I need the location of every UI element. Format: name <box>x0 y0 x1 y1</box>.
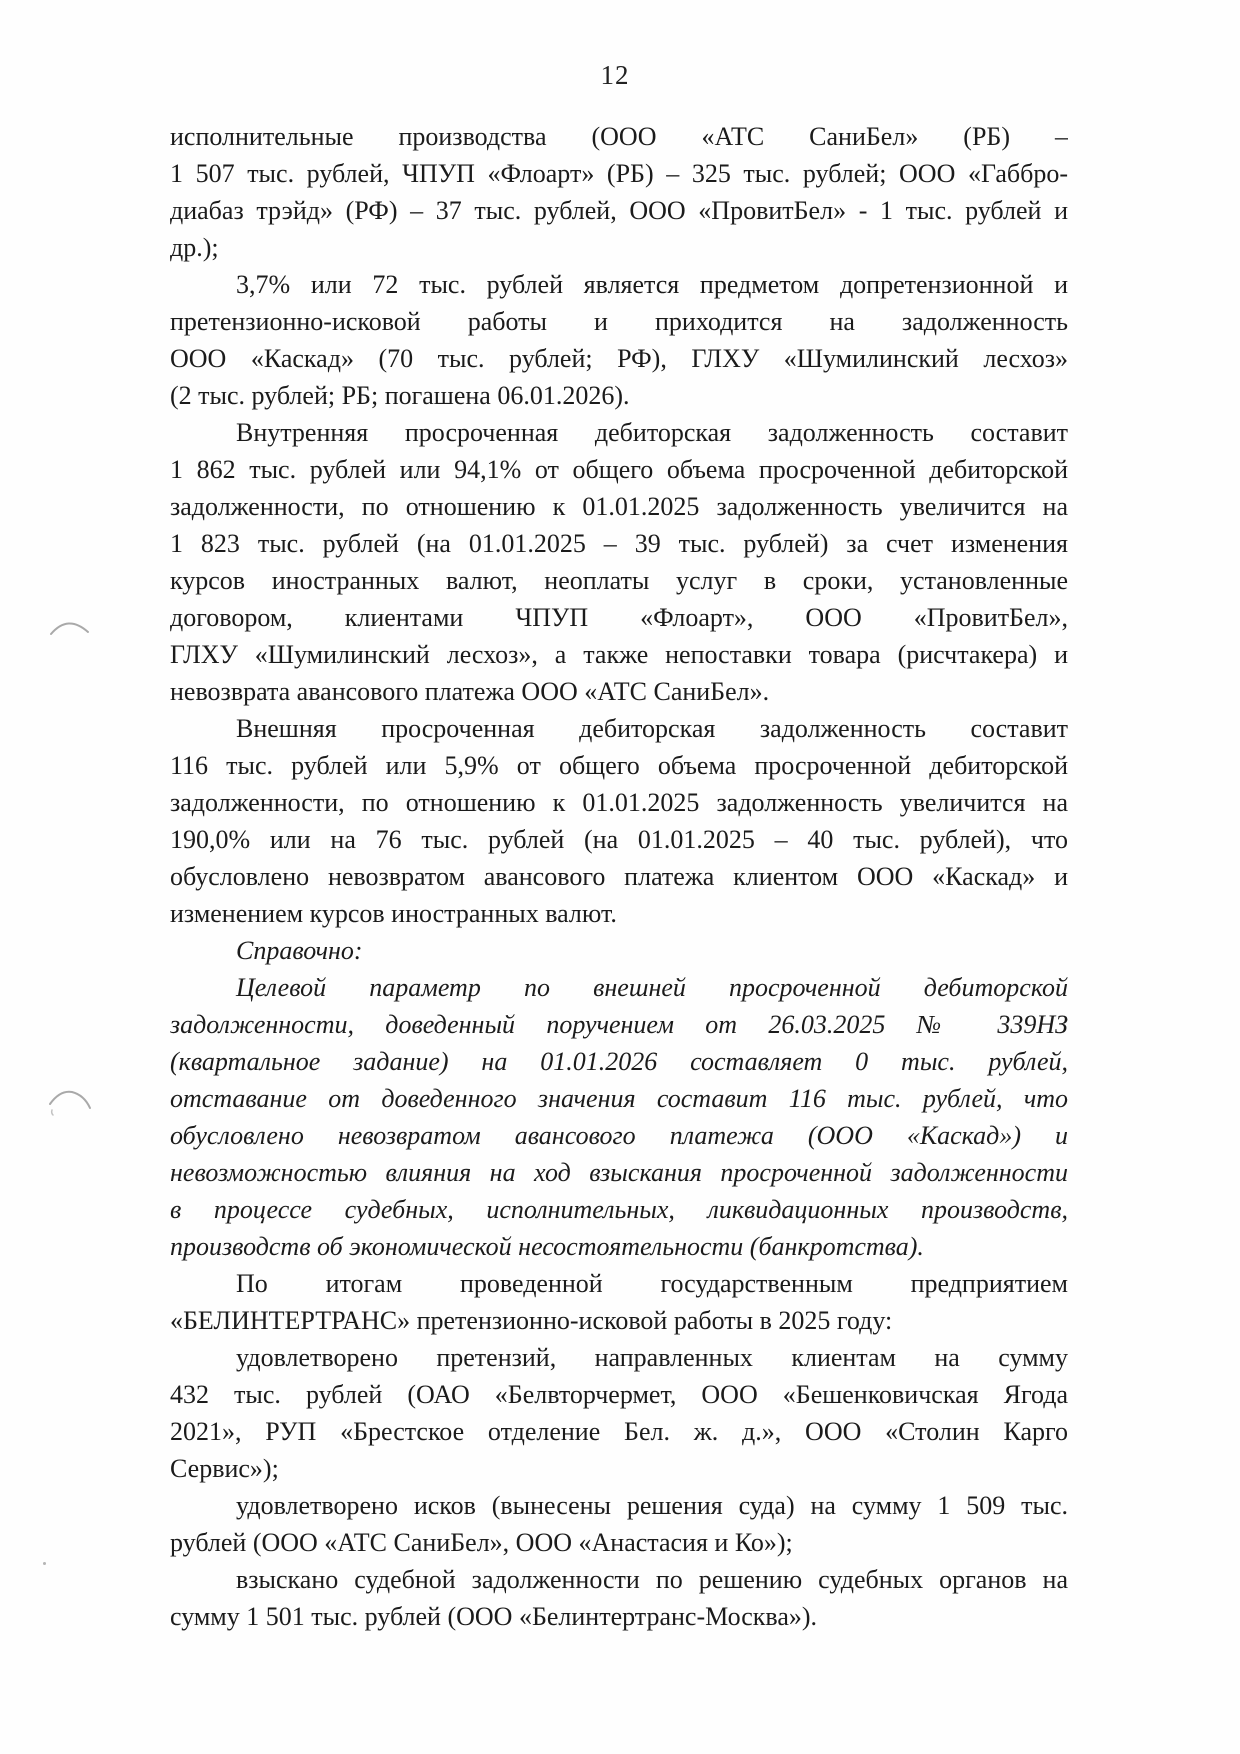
text-line: 1 823 тыс. рублей (на 01.01.2025 – 39 тыс. рублей) за счет изменения <box>170 529 1068 558</box>
text-line: в процессе судебных, исполнительных, ликвидационных производств, <box>170 1195 1068 1224</box>
text-line: «БЕЛИНТЕРТРАНС» претензионно-исковой работы в 2025 году: <box>170 1306 893 1335</box>
text-line: 3,7% или 72 тыс. рублей является предметом допретензионной и <box>236 270 1068 299</box>
text-line: задолженности, доведенный поручением от 26.03.2025 № 339НЗ <box>170 1010 1068 1039</box>
paragraph <box>170 710 1068 932</box>
text-line: обусловлено невозвратом авансового платежа клиентом ООО «Каскад» и <box>170 862 1068 891</box>
text-line: Сервис»); <box>170 1454 279 1483</box>
text-line: отставание от доведенного значения составит 116 тыс. рублей, что <box>170 1084 1068 1113</box>
paragraph <box>170 932 1068 969</box>
pen-mark-icon <box>46 1082 96 1118</box>
text-line: (2 тыс. рублей; РБ; погашена 06.01.2026). <box>170 381 630 410</box>
text-line: обусловлено невозвратом авансового платежа (ООО «Каскад») и <box>170 1121 1068 1150</box>
text-line: невозможностью влияния на ход взыскания просроченной задолженности <box>170 1158 1068 1187</box>
scan-speck <box>43 1562 46 1565</box>
text-line: ООО «Каскад» (70 тыс. рублей; РФ), ГЛХУ «Шумилинский лесхоз» <box>170 344 1068 373</box>
paragraph <box>170 1339 1068 1487</box>
text-line: 190,0% или на 76 тыс. рублей (на 01.01.2025 – 40 тыс. рублей), что <box>170 825 1068 854</box>
pen-mark-icon <box>48 610 94 642</box>
text-line: задолженности, по отношению к 01.01.2025 задолженность увеличится на <box>170 788 1068 817</box>
text-line: задолженности, по отношению к 01.01.2025 задолженность увеличится на <box>170 492 1068 521</box>
text-line: удовлетворено претензий, направленных клиентам на сумму <box>236 1343 1068 1372</box>
text-line: курсов иностранных валют, неоплаты услуг в сроки, установленные <box>170 566 1068 595</box>
text-line: Внутренняя просроченная дебиторская задолженность составит <box>236 418 1068 447</box>
text-line: 116 тыс. рублей или 5,9% от общего объема просроченной дебиторской <box>170 751 1068 780</box>
paragraph <box>170 266 1068 414</box>
text-line: исполнительные производства (ООО «АТС СаниБел» (РБ) – <box>170 122 1068 151</box>
text-line: 432 тыс. рублей (ОАО «Белвторчермет, ООО «Бешенковичская Ягода <box>170 1380 1068 1409</box>
text-line: др.); <box>170 233 219 262</box>
text-line: договором, клиентами ЧПУП «Флоарт», ООО «ПровитБел», <box>170 603 1068 632</box>
document-body <box>170 118 1068 1635</box>
paragraph <box>170 969 1068 1265</box>
text-line: претензионно-исковой работы и приходится на задолженность <box>170 307 1068 336</box>
text-line: ГЛХУ «Шумилинский лесхоз», а также непоставки товара (рисчтакера) и <box>170 640 1068 669</box>
text-line: рублей (ООО «АТС СаниБел», ООО «Анастасия и Ко»); <box>170 1528 793 1557</box>
text-line: (квартальное задание) на 01.01.2026 составляет 0 тыс. рублей, <box>170 1047 1068 1076</box>
paragraph <box>170 1487 1068 1561</box>
text-line: 2021», РУП «Брестское отделение Бел. ж. д.», ООО «Столин Карго <box>170 1417 1068 1446</box>
text-line: удовлетворено исков (вынесены решения суда) на сумму 1 509 тыс. <box>236 1491 1068 1520</box>
text-line: По итогам проведенной государственным предприятием <box>236 1269 1068 1298</box>
paragraph <box>170 1561 1068 1635</box>
text-line: взыскано судебной задолженности по решению судебных органов на <box>236 1565 1068 1594</box>
text-line: диабаз трэйд» (РФ) – 37 тыс. рублей, ООО «ПровитБел» - 1 тыс. рублей и <box>170 196 1068 225</box>
text-line: изменением курсов иностранных валют. <box>170 899 617 928</box>
text-line: невозврата авансового платежа ООО «АТС СаниБел». <box>170 677 770 706</box>
text-line: Целевой параметр по внешней просроченной дебиторской <box>236 973 1068 1002</box>
text-line: Справочно: <box>236 936 363 965</box>
paragraph <box>170 414 1068 710</box>
text-line: производств об экономической несостоятельности (банкротства). <box>170 1232 924 1261</box>
paragraph <box>170 118 1068 266</box>
text-line: сумму 1 501 тыс. рублей (ООО «Белинтертранс-Москва»). <box>170 1602 818 1631</box>
paragraph <box>170 1265 1068 1339</box>
text-line: Внешняя просроченная дебиторская задолженность составит <box>236 714 1068 743</box>
text-line: 1 507 тыс. рублей, ЧПУП «Флоарт» (РБ) – 325 тыс. рублей; ООО «Габбро- <box>170 159 1068 188</box>
text-line: 1 862 тыс. рублей или 94,1% от общего объема просроченной дебиторской <box>170 455 1068 484</box>
page-number: 12 <box>600 60 630 90</box>
